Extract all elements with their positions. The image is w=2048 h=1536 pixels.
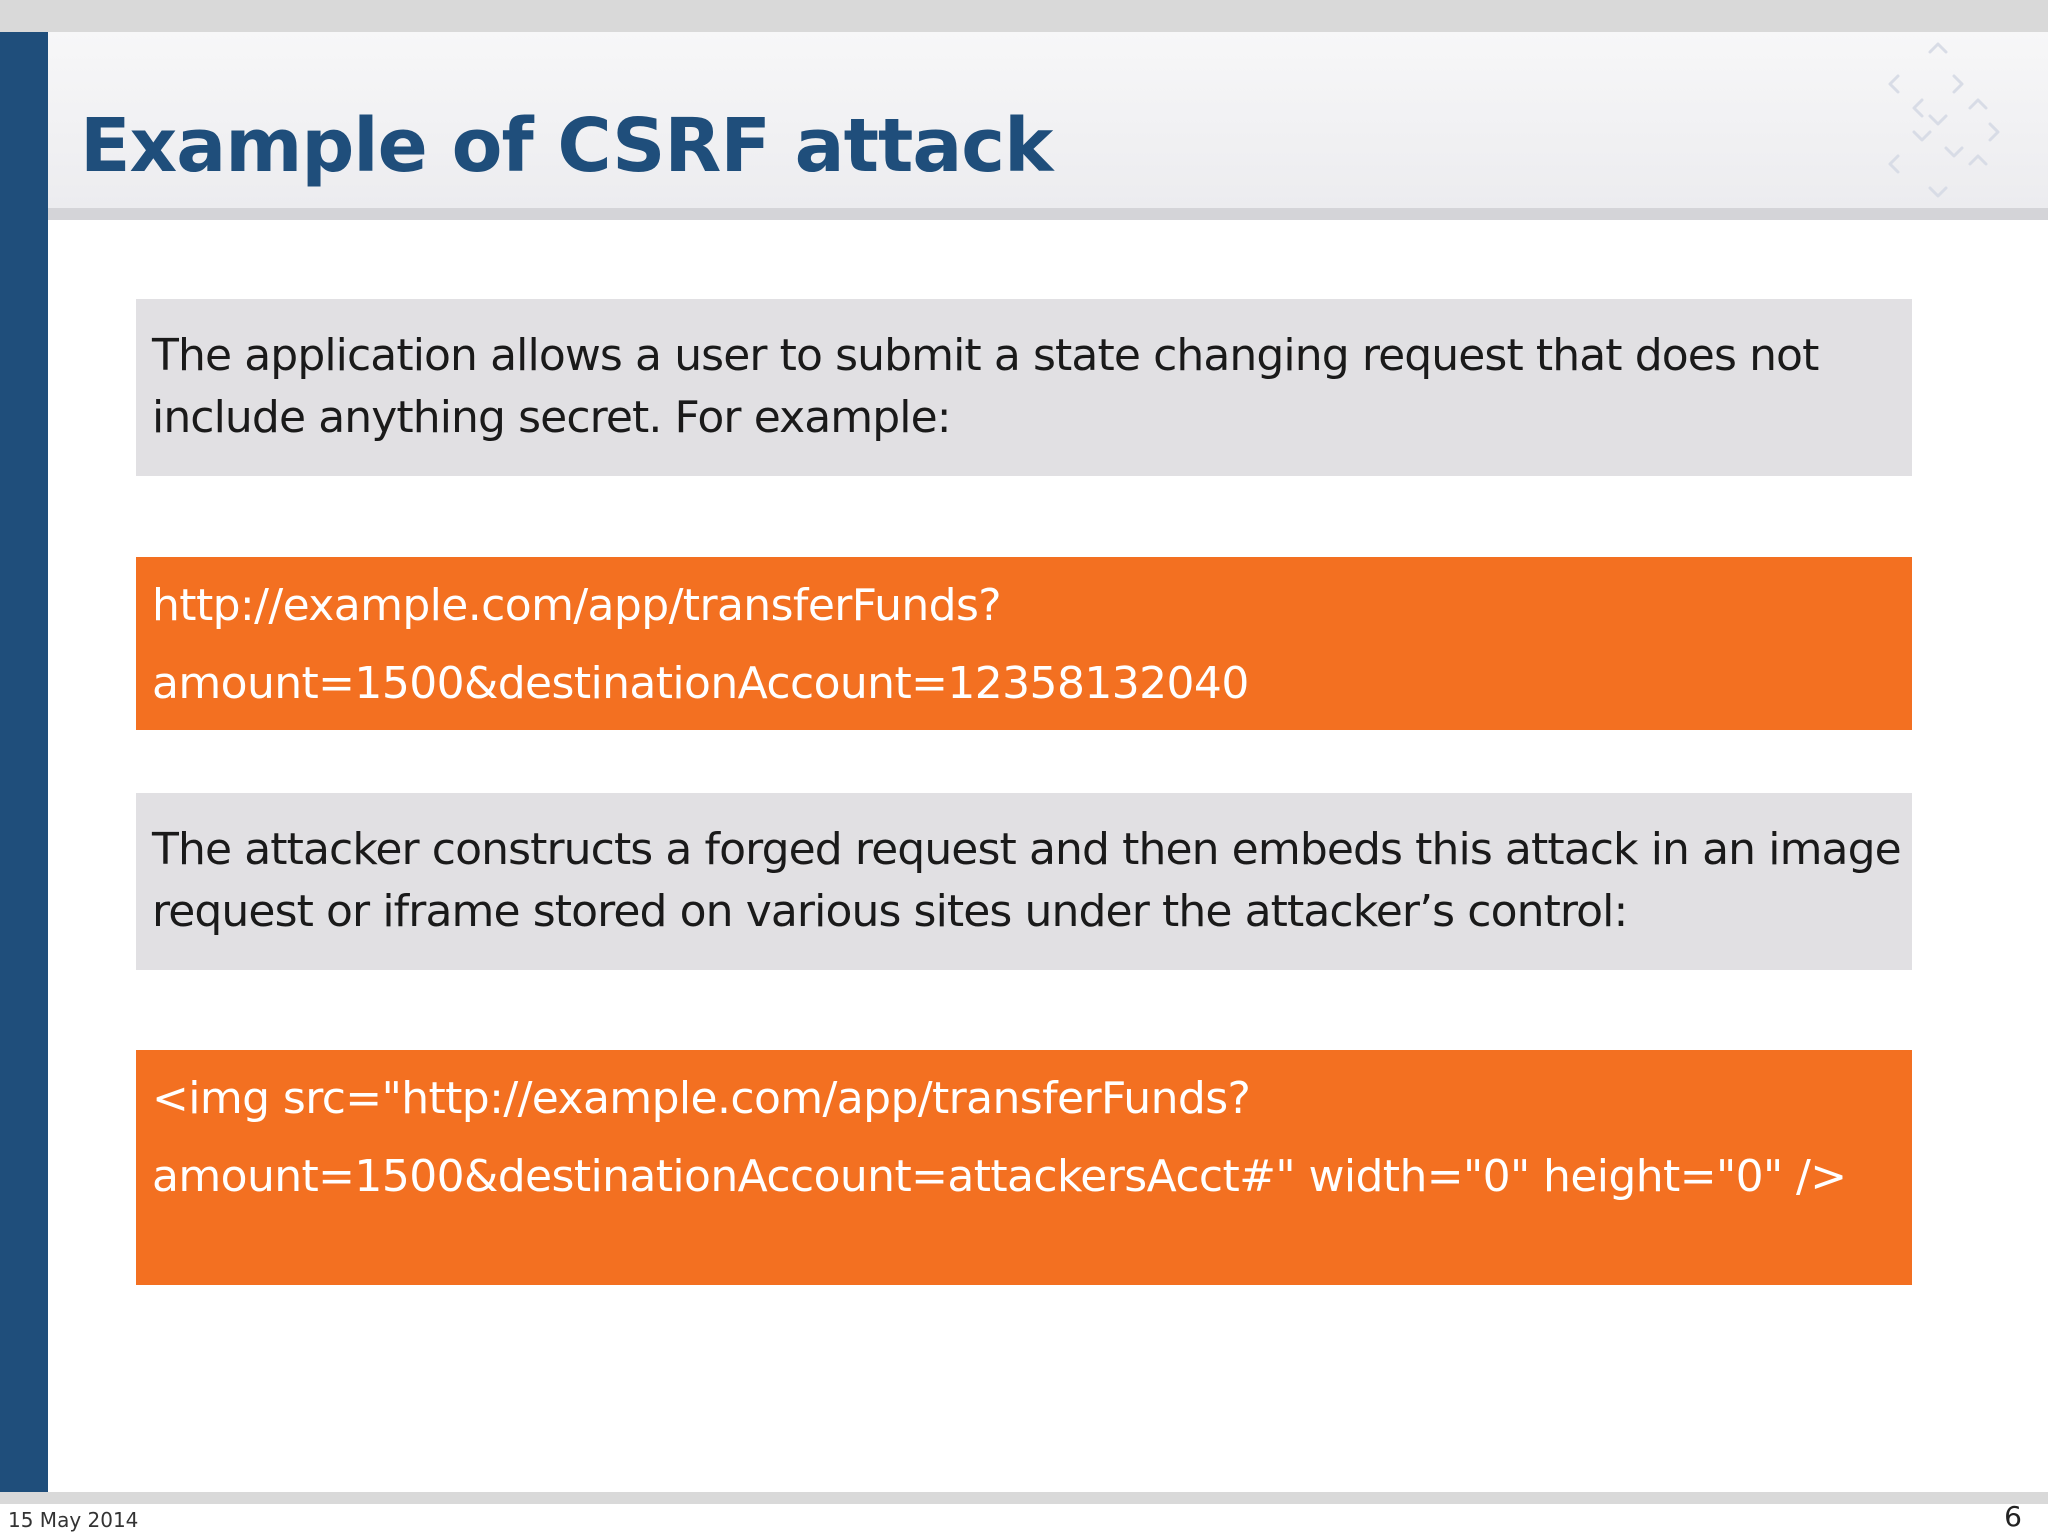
text-line: The attacker constructs a forged request and then embeds this attack in an image <box>152 824 1901 875</box>
header-divider <box>48 208 2048 220</box>
text-box-2 <box>136 793 1912 970</box>
chevron-pattern-icon <box>1858 36 2018 206</box>
slide-title: Example of CSRF attack <box>80 103 1053 189</box>
code-line: <img src="http://example.com/app/transferFunds? <box>152 1073 1251 1124</box>
top-bar <box>0 0 2048 32</box>
text-box-1 <box>136 299 1912 476</box>
code-line: http://example.com/app/transferFunds? <box>152 580 1002 631</box>
text-line: request or iframe stored on various sites under the attacker’s control: <box>152 886 1628 937</box>
footer-date: 15 May 2014 <box>8 1508 139 1532</box>
code-line: amount=1500&destinationAccount=12358132040 <box>152 658 1249 709</box>
code-box-2 <box>136 1050 1912 1285</box>
text-line: include anything secret. For example: <box>152 392 951 443</box>
code-line: amount=1500&destinationAccount=attackersAcct#" width="0" height="0" /> <box>152 1151 1847 1202</box>
page-number: 6 <box>2004 1500 2022 1533</box>
code-box-1 <box>136 557 1912 730</box>
text-line: The application allows a user to submit a state changing request that does not <box>152 330 1819 381</box>
sidebar-accent <box>0 32 48 1492</box>
footer-bar <box>0 1492 2048 1504</box>
